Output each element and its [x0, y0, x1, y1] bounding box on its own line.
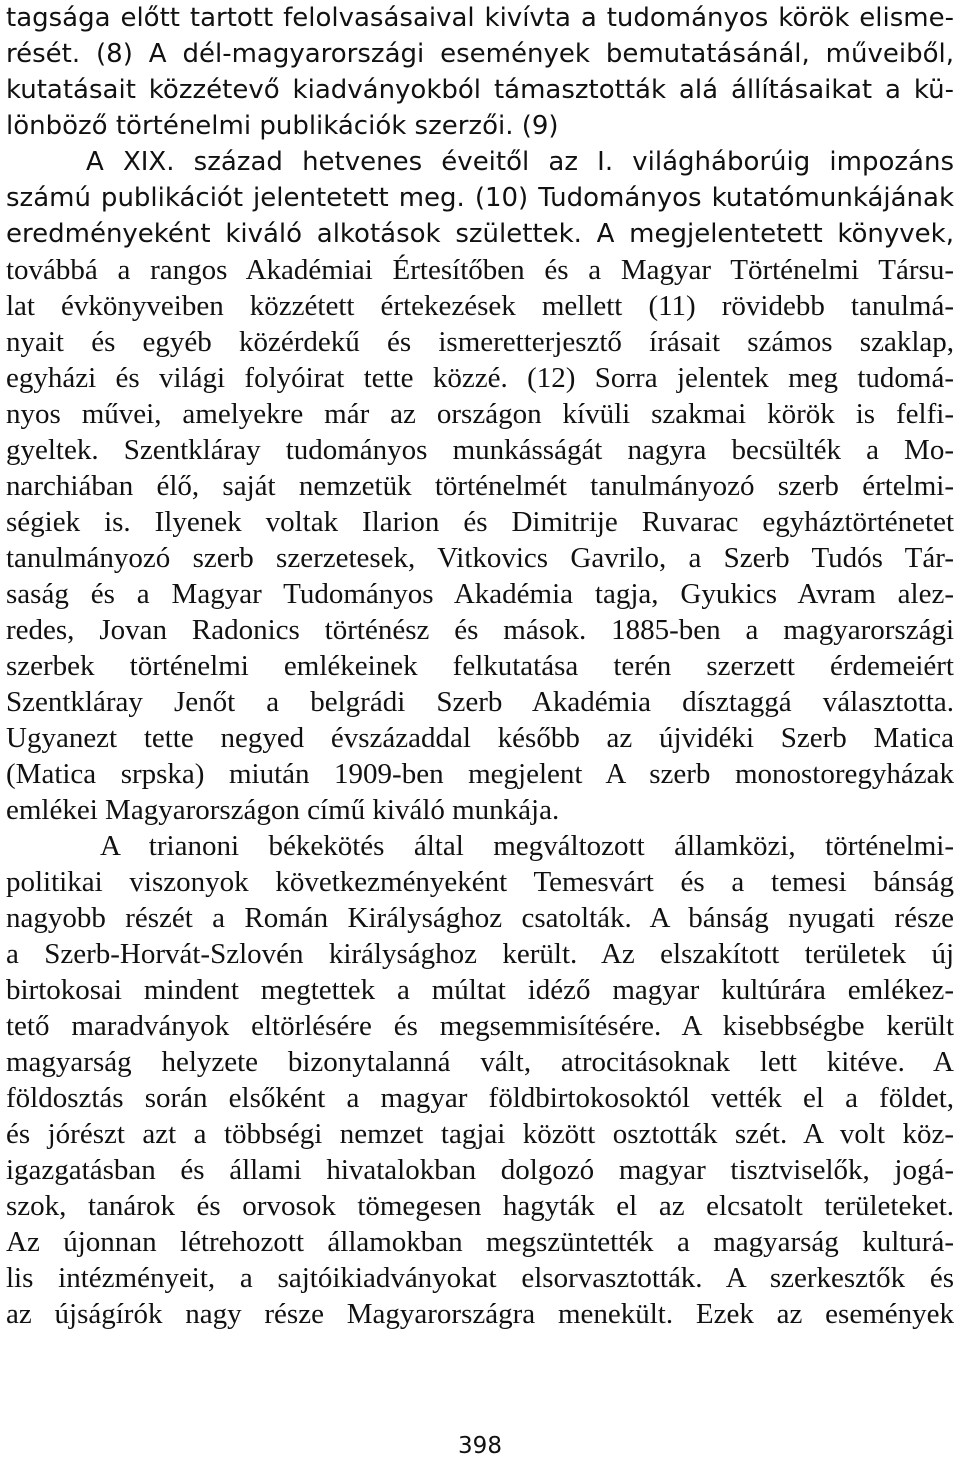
text-line: számú publikációt jelentetett meg. (10) Tudományos kutatómunkájának: [6, 183, 954, 213]
text-line: egyházi és világi folyóirat tette közzé. (12) Sorra jelentek meg tudomá-: [6, 362, 954, 394]
text-line: nagyobb részét a Román Királysághoz csatolták. A bánság nyugati része: [6, 902, 954, 934]
text-line: Ugyanezt tette negyed évszázaddal később az újvidéki Szerb Matica: [6, 722, 954, 754]
text-line: lönböző történelmi publikációk szerzői. (9): [6, 111, 559, 141]
text-line: saság és a Magyar Tudományos Akadémia tagja, Gyukics Avram alez-: [6, 578, 954, 610]
text-line: magyarság helyzete bizonytalanná vált, atrocitásoknak lett kitéve. A: [6, 1046, 954, 1078]
text-line: szok, tanárok és orvosok tömegesen hagyták el az elcsatolt területeket.: [6, 1190, 954, 1222]
text-line: továbbá a rangos Akadémiai Értesítőben és a Magyar Történelmi Társu-: [6, 254, 954, 286]
text-line: rését. (8) A dél-magyarországi események bemutatásánál, műveiből,: [6, 39, 954, 69]
text-line: az újságírók nagy része Magyarországra menekült. Ezek az események: [6, 1298, 954, 1330]
text-line: narchiában élő, saját nemzetük történelmét tanulmányozó szerb értelmi-: [6, 470, 954, 502]
text-line: nyait és egyéb közérdekű és ismeretterjesztő írásait számos szaklap,: [6, 326, 954, 358]
text-line: lis intézményeit, a sajtóikiadványokat elsorvasztották. A szerkesztők és: [6, 1262, 954, 1294]
document-page: [6, 0, 954, 1461]
text-line: politikai viszonyok következményeként Temesvárt és a temesi bánság: [6, 866, 954, 898]
text-line: nyos művei, amelyekre már az országon kívüli szakmai körök is felfi-: [6, 398, 954, 430]
text-line: (Matica srpska) miután 1909-ben megjelent A szerb monostoregyházak: [6, 758, 954, 790]
text-line: Szentkláray Jenőt a belgrádi Szerb Akadémia dísztaggá választotta.: [6, 686, 954, 718]
text-line: A trianoni békekötés által megváltozott államközi, történelmi-: [100, 830, 954, 862]
text-line: Az újonnan létrehozott államokban megszüntették a magyarság kulturá-: [6, 1226, 954, 1258]
text-line: eredményeként kiváló alkotások születtek. A megjelentetett könyvek,: [6, 219, 954, 249]
text-line: redes, Jovan Radonics történész és mások. 1885-ben a magyarországi: [6, 614, 954, 646]
text-line: földosztás során elsőként a magyar földbirtokosoktól vették el a földet,: [6, 1082, 954, 1114]
text-line: birtokosai mindent megtettek a múltat idéző magyar kultúrára emlékez-: [6, 974, 954, 1006]
text-line: A XIX. század hetvenes éveitől az I. világháborúig impozáns: [86, 147, 954, 177]
text-line: a Szerb-Horvát-Szlovén királysághoz került. Az elszakított területek új: [6, 938, 954, 970]
text-line: igazgatásban és állami hivatalokban dolgozó magyar tisztviselők, jogá-: [6, 1154, 954, 1186]
text-line: tető maradványok eltörlésére és megsemmisítésére. A kisebbségbe került: [6, 1010, 954, 1042]
text-line: tagsága előtt tartott felolvasásaival kivívta a tudományos körök elisme-: [6, 3, 954, 33]
text-line: tanulmányozó szerb szerzetesek, Vitkovics Gavrilo, a Szerb Tudós Tár-: [6, 542, 954, 574]
text-line: emlékei Magyarországon című kiváló munkája.: [6, 794, 560, 826]
text-line: gyeltek. Szentkláray tudományos munkásságát nagyra becsülték a Mo-: [6, 434, 954, 466]
text-line: és jórészt azt a többségi nemzet tagjai között osztották szét. A volt köz-: [6, 1118, 954, 1150]
page-number: 398: [458, 1433, 502, 1459]
text-line: lat évkönyveiben közzétett értekezések mellett (11) rövidebb tanulmá-: [6, 290, 954, 322]
text-line: kutatásait közzétevő kiadványokból támasztották alá állításaikat a kü-: [6, 75, 954, 105]
text-line: szerbek történelmi emlékeinek felkutatása terén szerzett érdemeiért: [6, 650, 954, 682]
text-line: ségiek is. Ilyenek voltak Ilarion és Dimitrije Ruvarac egyháztörténetet: [6, 506, 954, 538]
